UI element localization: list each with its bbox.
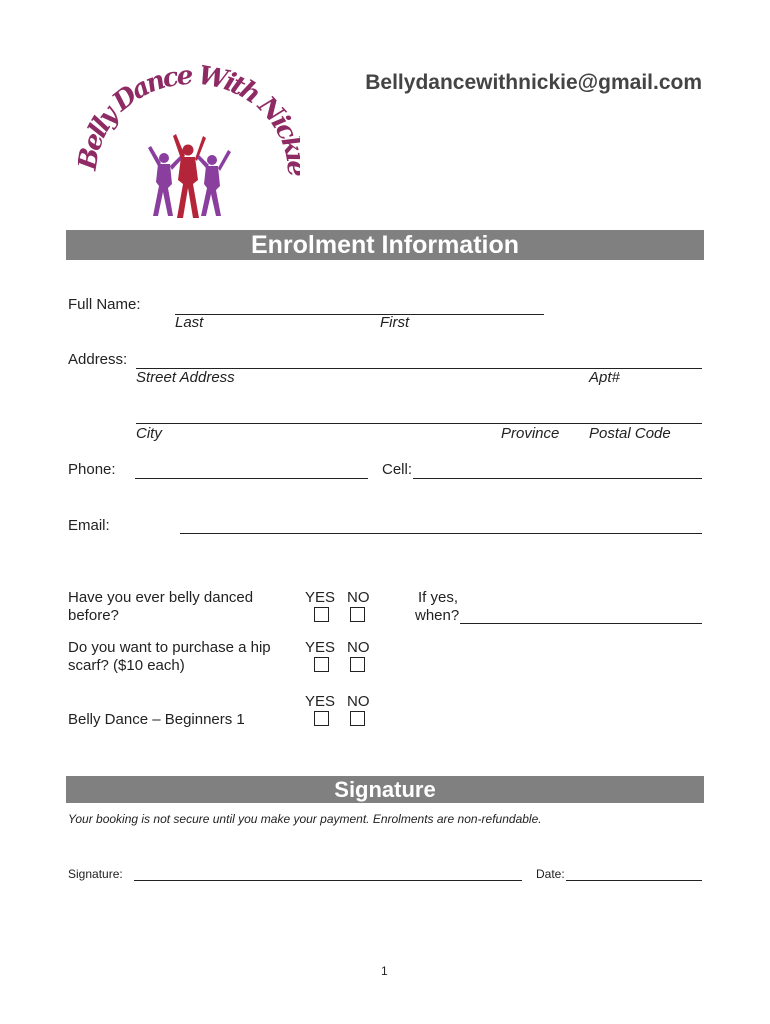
q3-no-checkbox[interactable] — [350, 711, 365, 726]
q3-yes-label: YES — [305, 693, 336, 710]
logo-text: elly Dance With Nic — [78, 62, 300, 155]
city-caption: City — [136, 425, 162, 442]
phone-field[interactable] — [135, 478, 368, 479]
payment-notice: Your booking is not secure until you make your payment. Enrolments are non-refundable. — [68, 812, 542, 826]
section-title-signature: Signature — [66, 776, 704, 803]
q1-yes-checkbox[interactable] — [314, 607, 329, 622]
apt-caption: Apt# — [589, 369, 620, 386]
q2-no-label: NO — [347, 639, 370, 656]
section-title-enrolment: Enrolment Information — [66, 230, 704, 260]
phone-label: Phone: — [68, 461, 116, 478]
email-label: Email: — [68, 517, 110, 534]
header-email: Bellydancewithnickie@gmail.com — [365, 71, 702, 94]
full-name-field[interactable] — [175, 314, 544, 315]
cell-field[interactable] — [413, 478, 702, 479]
first-name-caption: First — [380, 314, 410, 331]
q1-yes-label: YES — [305, 589, 336, 606]
question-belly-danced-before: Have you ever belly danced before? — [68, 589, 254, 624]
if-yes-label: If yes, — [418, 589, 459, 606]
address-label: Address: — [68, 351, 128, 368]
q1-no-checkbox[interactable] — [350, 607, 365, 622]
date-field[interactable] — [566, 880, 702, 881]
last-name-caption: Last — [175, 314, 204, 331]
postal-code-caption: Postal Code — [589, 425, 671, 442]
question-hip-scarf: Do you want to purchase a hip scarf? ($10 each) — [68, 639, 271, 674]
q2-yes-checkbox[interactable] — [314, 657, 329, 672]
dancers-icon — [148, 134, 231, 218]
province-caption: Province — [501, 425, 560, 442]
signature-label: Signature: — [68, 867, 123, 881]
cell-label: Cell: — [382, 461, 413, 478]
q3-yes-checkbox[interactable] — [314, 711, 329, 726]
when-field[interactable] — [460, 623, 702, 624]
q1-no-label: NO — [347, 589, 370, 606]
q2-no-checkbox[interactable] — [350, 657, 365, 672]
q3-no-label: NO — [347, 693, 370, 710]
question-beginners-1: Belly Dance – Beginners 1 — [68, 711, 245, 728]
city-province-postal-field[interactable] — [136, 423, 702, 424]
when-label: when? — [415, 607, 460, 624]
email-field[interactable] — [180, 533, 702, 534]
date-label: Date: — [536, 867, 565, 881]
logo-graphic — [78, 62, 300, 222]
logo — [78, 62, 300, 222]
full-name-label: Full Name: — [68, 296, 141, 313]
street-address-caption: Street Address — [136, 369, 235, 386]
page-number: 1 — [381, 964, 388, 978]
q2-yes-label: YES — [305, 639, 336, 656]
signature-field[interactable] — [134, 880, 522, 881]
